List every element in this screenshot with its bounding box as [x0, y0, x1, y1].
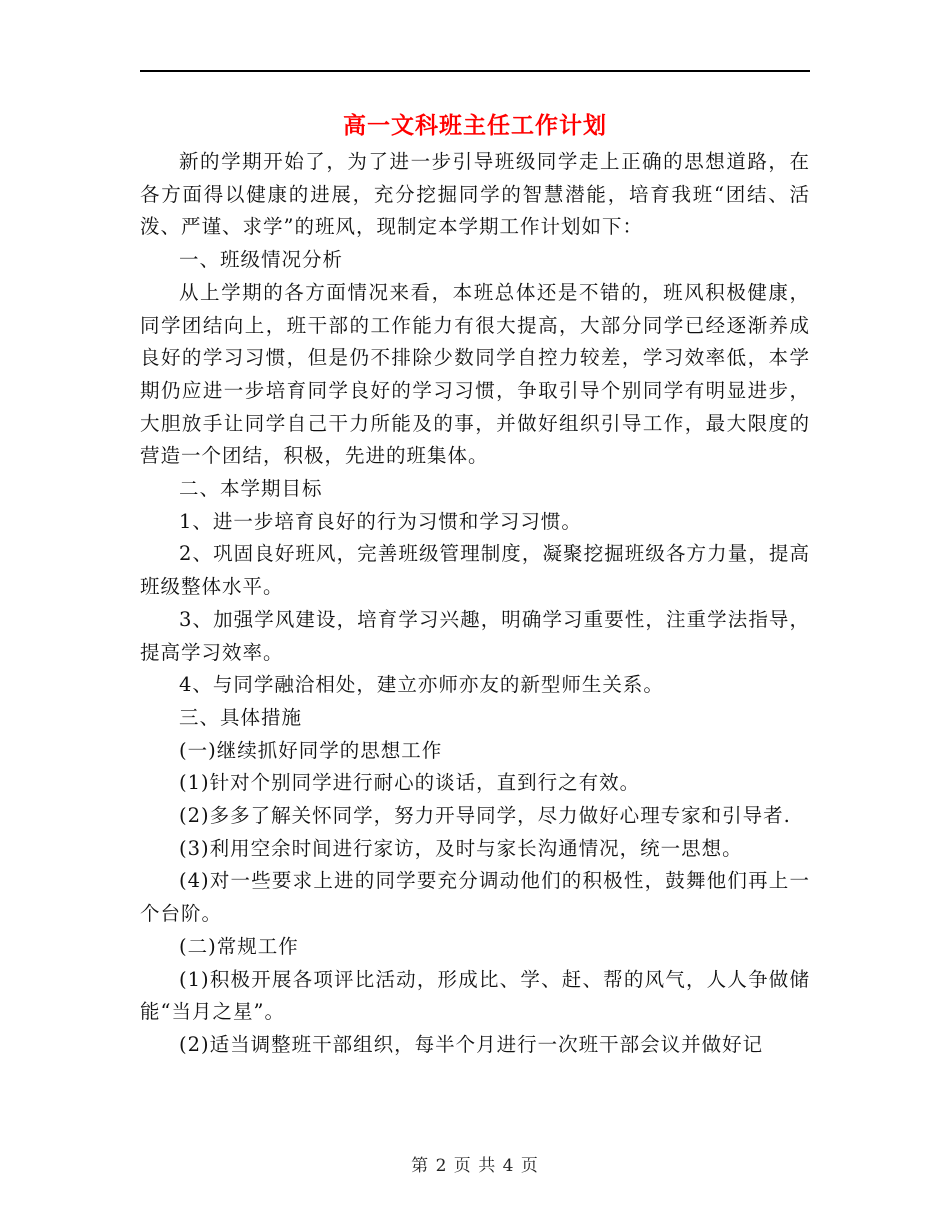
list-item: (3)利用空余时间进行家访，及时与家长沟通情况，统一思想。: [179, 836, 743, 860]
section-heading: 二、本学期目标: [179, 477, 323, 501]
paragraph: 新的学期开始了，为了进一步引导班级同学走上正确的思想道路，在各方面得以健康的进展，充分挖掘同学的智慧潜能，培育我班“团结、活泼、严谨、求学”的班风，现制定本学期工作计划如下：: [140, 150, 810, 239]
subsection-heading: (二)常规工作: [179, 934, 299, 958]
header-rule: [140, 70, 810, 72]
list-item: 3、加强学风建设，培育学习兴趣，明确学习重要性，注重学法指导，提高学习效率。: [140, 607, 810, 664]
list-item: (2)适当调整班干部组织，每半个月进行一次班干部会议并做好记: [179, 1032, 764, 1056]
section-heading: 一、班级情况分析: [179, 248, 344, 272]
list-item: 1、进一步培育良好的行为习惯和学习习惯。: [179, 509, 582, 533]
list-item: 2、巩固良好班风，完善班级管理制度，凝聚挖掘班级各方力量，提高班级整体水平。: [140, 542, 810, 599]
paragraph: 从上学期的各方面情况来看，本班总体还是不错的，班风积极健康，同学团结向上，班干部的工作能力有很大提高，大部分同学已经逐渐养成良好的学习习惯，但是仍不排除少数同学自控力较差，学习效率低，本学期仍应进一步培育同学良好的学习习惯，争取引导个别同学有明显进步，大胆放手让同学自己干力所能及的事，并做好组织引导工作，最大限度的营造一个团结，积极，先进的班集体。: [140, 280, 810, 468]
list-item: (4)对一些要求上进的同学要充分调动他们的积极性，鼓舞他们再上一个台阶。: [140, 869, 810, 926]
list-item: (1)针对个别同学进行耐心的谈话，直到行之有效。: [179, 771, 641, 795]
section-heading: 三、具体措施: [179, 705, 303, 729]
subsection-heading: (一)继续抓好同学的思想工作: [179, 738, 443, 762]
list-item: 4、与同学融洽相处，建立亦师亦友的新型师生关系。: [179, 673, 664, 697]
page-number-footer: 第 2 页 共 4 页: [411, 1156, 539, 1176]
list-item: (1)积极开展各项评比活动，形成比、学、赶、帮的风气，人人争做储能“当月之星”。: [140, 967, 810, 1024]
document-body: [140, 146, 810, 1062]
list-item: (2)多多了解关怀同学，努力开导同学，尽力做好心理专家和引导者.: [179, 804, 791, 828]
document-title: 高一文科班主任工作计划: [343, 112, 607, 139]
